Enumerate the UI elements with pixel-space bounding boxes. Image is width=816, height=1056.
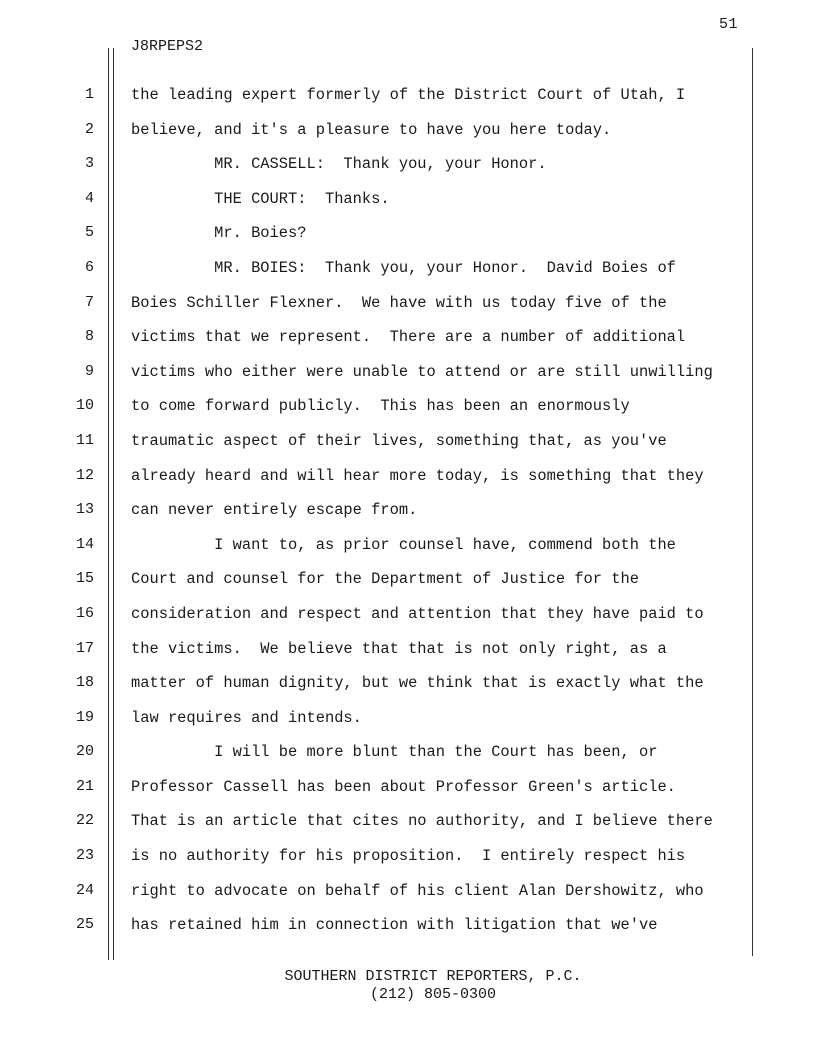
case-id: J8RPEPS2 (131, 38, 204, 55)
line-number: 3 (84, 155, 94, 173)
line-number: 10 (75, 397, 94, 415)
line-number: 9 (84, 362, 94, 380)
line-number: 14 (75, 535, 94, 553)
line-number: 6 (84, 258, 94, 276)
transcript-line: believe, and it's a pleasure to have you here today. (131, 120, 612, 139)
transcript-line: has retained him in connection with litigation that we've (131, 916, 658, 935)
transcript-line: is no authority for his proposition. I entirely respect his (131, 847, 686, 866)
line-number: 11 (75, 431, 94, 449)
transcript-line: Professor Cassell has been about Professor Green's article. (131, 777, 676, 796)
transcript-line: to come forward publicly. This has been an enormously (131, 397, 630, 416)
transcript-line: THE COURT: Thanks. (131, 189, 390, 208)
line-number: 13 (75, 501, 94, 519)
line-number: 12 (75, 466, 94, 484)
transcript-line: I want to, as prior counsel have, commend both the (131, 535, 676, 554)
transcript-line: Mr. Boies? (131, 224, 307, 243)
transcript-body (131, 82, 746, 947)
transcript-line: victims who either were unable to attend or are still unwilling (131, 362, 713, 381)
left-margin-rule-inner (113, 48, 114, 960)
transcript-line: Boies Schiller Flexner. We have with us today five of the (131, 293, 667, 312)
transcript-line: matter of human dignity, but we think that is exactly what the (131, 674, 704, 693)
line-number: 15 (75, 570, 94, 588)
transcript-line: MR. CASSELL: Thank you, your Honor. (131, 155, 547, 174)
transcript-line: the victims. We believe that that is not only right, as a (131, 639, 667, 658)
transcript-line: That is an article that cites no authority, and I believe there (131, 812, 713, 831)
line-number: 23 (75, 847, 94, 865)
line-number: 7 (84, 293, 94, 311)
transcript-line: already heard and will hear more today, is something that they (131, 466, 704, 485)
page-number: 51 (718, 16, 738, 33)
left-margin-rule (108, 48, 109, 960)
reporter-phone: (212) 805-0300 (369, 986, 497, 1003)
reporter-name: SOUTHERN DISTRICT REPORTERS, P.C. (284, 968, 582, 985)
line-number: 1 (84, 86, 94, 103)
transcript-line: the leading expert formerly of the District Court of Utah, I (131, 86, 686, 104)
line-number: 8 (84, 328, 94, 346)
line-number: 20 (75, 743, 94, 761)
transcript-line: I will be more blunt than the Court has been, or (131, 743, 658, 762)
line-number: 21 (75, 777, 94, 795)
transcript-line: MR. BOIES: Thank you, your Honor. David Boies of (131, 258, 676, 277)
line-number: 2 (84, 120, 94, 138)
transcript-line: Court and counsel for the Department of Justice for the (131, 570, 639, 589)
line-number: 24 (75, 881, 94, 899)
line-number: 18 (75, 674, 94, 692)
line-number: 25 (75, 916, 94, 934)
transcript-line: right to advocate on behalf of his client Alan Dershowitz, who (131, 881, 704, 900)
transcript-line: traumatic aspect of their lives, something that, as you've (131, 431, 667, 450)
line-number: 4 (84, 189, 94, 207)
right-margin-rule (752, 48, 753, 956)
line-number: 19 (75, 708, 94, 726)
line-number: 17 (75, 639, 94, 657)
line-number: 16 (75, 604, 94, 622)
line-number: 5 (84, 224, 94, 242)
line-number: 22 (75, 812, 94, 830)
transcript-line: consideration and respect and attention that they have paid to (131, 604, 704, 623)
transcript-line: can never entirely escape from. (131, 501, 418, 520)
line-number-column (60, 82, 94, 947)
transcript-line: law requires and intends. (131, 708, 362, 727)
transcript-line: victims that we represent. There are a number of additional (131, 328, 686, 347)
reporter-footer (0, 968, 816, 1004)
